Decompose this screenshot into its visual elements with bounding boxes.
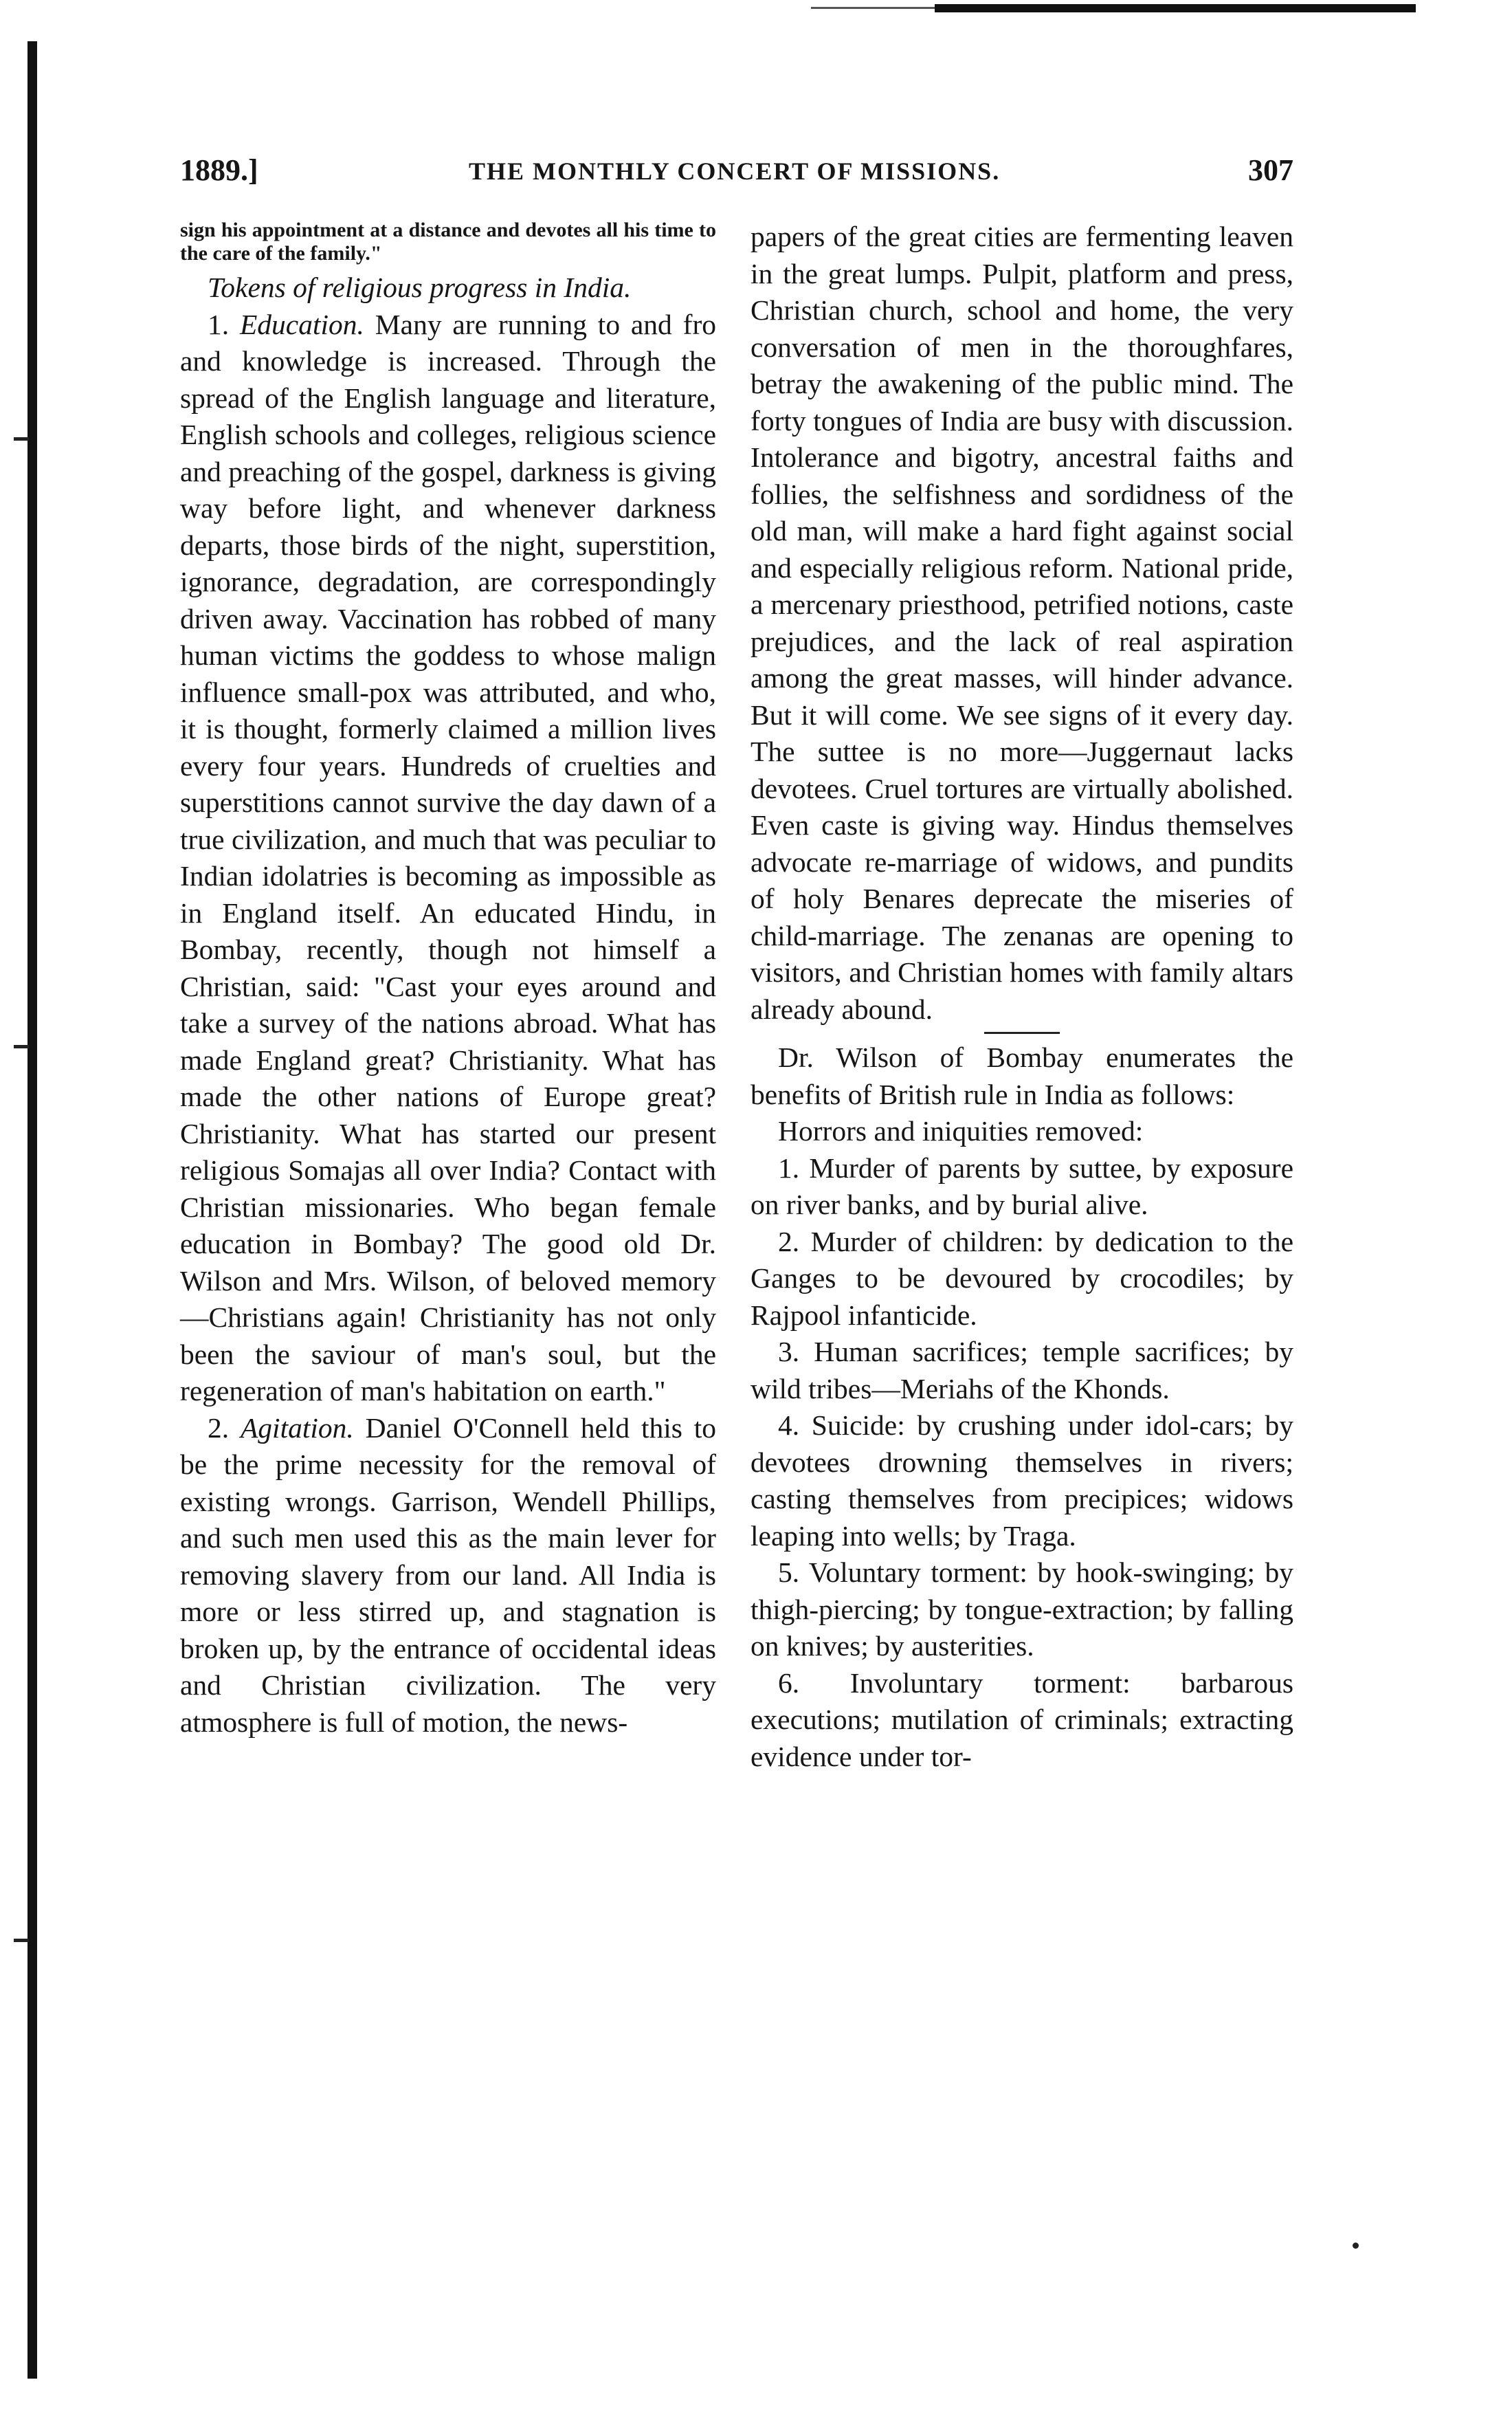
left-column xyxy=(180,219,716,1741)
right-column xyxy=(751,219,1293,1775)
scan-edge-top xyxy=(935,4,1416,12)
header-year: 1889.] xyxy=(180,153,258,187)
carryover-text: sign his appointment at a distance and devotes all his time to the care of the family." xyxy=(180,219,716,265)
paragraph-continued: papers of the great cities are fermenting leaven in the great lumps. Pulpit, platform and press, Christian church, school and home, the very conversation of men in the thoroughfares, betray the awakening of the public mind. The forty tongues of India are busy with discussion. Intolerance and bigotry, ancestral faiths and follies, the selfishness and sordidness of the old man, will make a hard fight against social and especially religious reform. National pride, a mercenary priesthood, petrified notions, caste prejudices, and the lack of real aspiration among the great masses, will hinder advance. But it will come. We see signs of it every day. The suttee is no more—Juggernaut lacks devotees. Cruel tortures are virtually abolished. Even caste is giving way. Hindus themselves advocate re-marriage of widows, and pundits of holy Benares deprecate the miseries of child-marriage. The zenanas are opening to visitors, and Christian homes with family altars already abound. xyxy=(751,221,1293,1025)
list-item xyxy=(751,1407,1293,1554)
item-number: 3. xyxy=(778,1336,800,1367)
item-title: Agitation. xyxy=(240,1411,354,1444)
paragraph-education xyxy=(180,307,716,1410)
list-item xyxy=(751,1554,1293,1665)
section-heading: Tokens of religious progress in India. xyxy=(208,272,632,303)
item-number: 1. xyxy=(778,1152,800,1184)
page-header xyxy=(180,153,1293,194)
item-text: Human sacrifices; temple sacrifices; by wild tribes—Meriahs of the Khonds. xyxy=(751,1336,1293,1404)
item-number: 2. xyxy=(208,1411,230,1444)
item-text: Suicide: by crushing under idol-cars; by devotees drowning themselves in rivers; casting themselves from precipices; widows leaping into wells; by Traga. xyxy=(751,1409,1294,1552)
item-number: 4. xyxy=(778,1409,800,1441)
item-text: Murder of children: by dedication to the Ganges to be devoured by crocodiles; by Rajpool infanticide. xyxy=(751,1225,1294,1331)
scan-edge-faint xyxy=(811,7,935,9)
item-text: Involuntary torment: barbarous executions; mutilation of criminals; extracting evidence under tor- xyxy=(751,1666,1293,1772)
item-text: Voluntary torment: by hook-swinging; by thigh-piercing; by tongue-extraction; by falling on knives; by austerities. xyxy=(751,1556,1293,1662)
item-text: Many are running to and fro and knowledge is increased. Through the spread of the English language and literature, English schools and colleges, religious science and preaching of the gospel, darkness is giving way before light, and whenever darkness departs, those birds of the night, superstition, ignorance, degradation, are correspondingly driven away. Vaccination has robbed of many human victims the goddess to whose malign influence small-pox was attributed, and who, it is thought, formerly claimed a million lives every four years. Hundreds of cruelties and superstitions cannot survive the day dawn of a true civilization, and much that was peculiar to Indian idolatries is becoming as impossible as in England itself. An educated Hindu, in Bombay, recently, though not himself a Christian, said: "Cast your eyes around and take a survey of the nations abroad. What has made England great? Christianity. What has made the other nations of Europe great? Christianity. What has started our present religious Somajas all over India? Contact with Christian missionaries. Who began female education in Bombay? The good old Dr. Wilson and Mrs. Wilson, of beloved memory—Christians again! Christianity has not only been the saviour of man's soul, but the regeneration of man's habitation on earth." xyxy=(180,308,717,1407)
running-title: THE MONTHLY CONCERT OF MISSIONS. xyxy=(469,157,1001,185)
item-number: 6. xyxy=(778,1666,800,1699)
wilson-intro: Dr. Wilson of Bombay enumerates the benefits of British rule in India as follows: xyxy=(751,1042,1293,1110)
item-title: Education. xyxy=(239,308,364,340)
item-number: 5. xyxy=(778,1556,800,1588)
scan-mark xyxy=(14,1045,29,1048)
page-number: 307 xyxy=(1248,153,1293,187)
scan-speck xyxy=(1353,2243,1359,2249)
list-item xyxy=(751,1665,1293,1776)
scan-edge-left xyxy=(27,41,37,2379)
list-item xyxy=(751,1334,1293,1407)
paragraph-agitation xyxy=(180,1410,716,1741)
scan-mark xyxy=(14,1939,29,1942)
item-number: 1. xyxy=(208,308,230,340)
list-item xyxy=(751,1150,1293,1224)
list-heading: Horrors and iniquities removed: xyxy=(778,1115,1144,1147)
item-text: Daniel O'Connell held this to be the prime necessity for the removal of existing wrongs. Garrison, Wendell Phillips, and such men used this as the main lever for removing slavery from our land. All India is more or less stirred up, and stagnation is broken up, by the entrance of occidental ideas and Christian civilization. The very atmosphere is full of motion, the news- xyxy=(180,1411,717,1738)
item-text: Murder of parents by suttee, by exposure on river banks, and by burial alive. xyxy=(751,1152,1294,1220)
section-divider xyxy=(984,1032,1060,1034)
list-item xyxy=(751,1224,1293,1334)
item-number: 2. xyxy=(778,1225,800,1257)
scan-mark xyxy=(14,437,29,441)
